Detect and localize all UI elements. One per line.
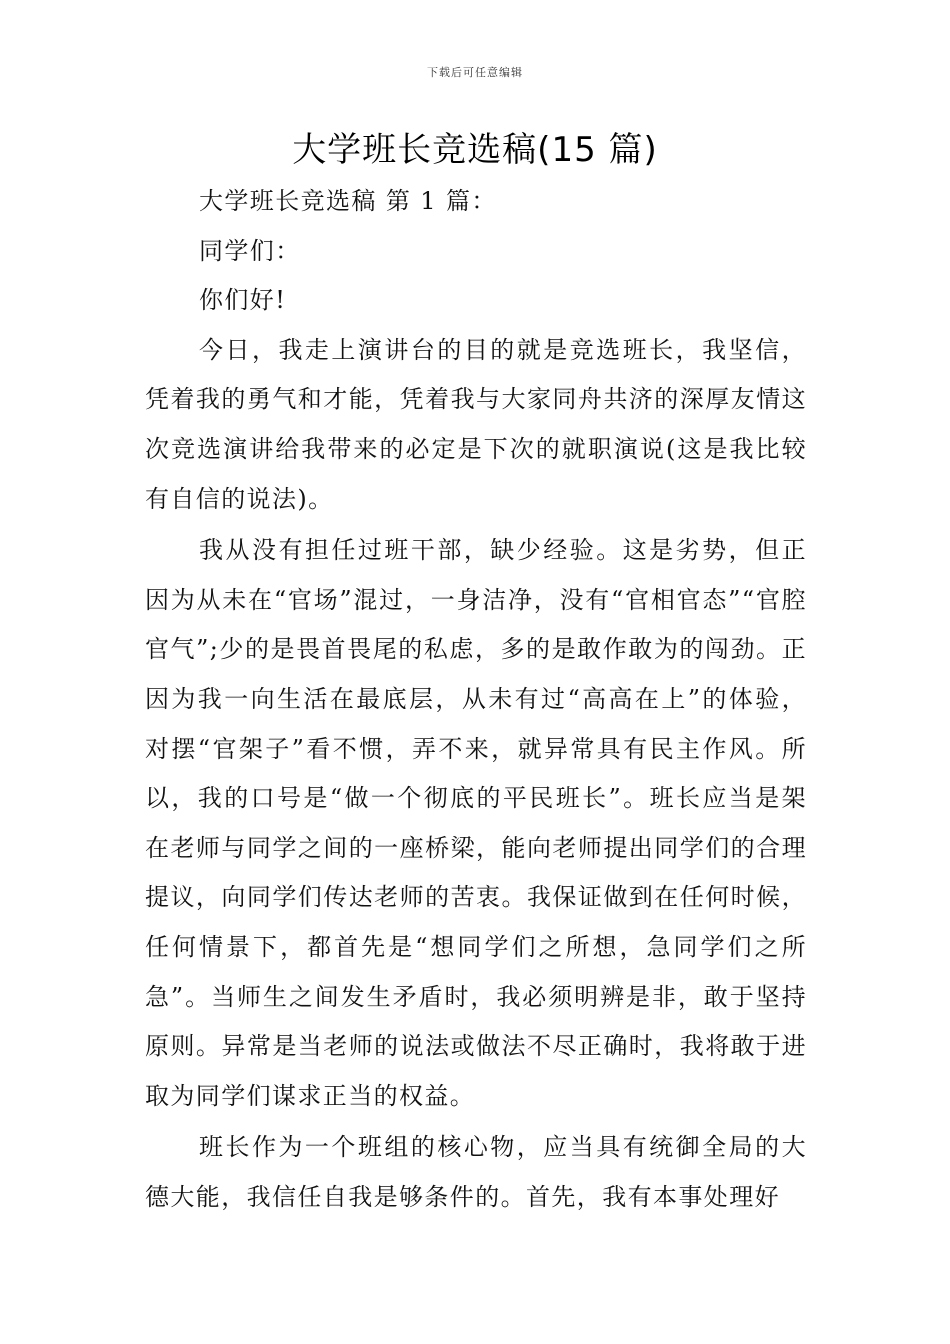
paragraph-3: 班长作为一个班组的核心物，应当具有统御全局的大德大能，我信任自我是够条件的。首先，我有本事处理好 [145, 1133, 807, 1211]
salutation: 同学们： [199, 236, 301, 265]
header-note: 下载后可任意编辑 [427, 66, 523, 79]
page-title: 大学班长竞选稿(15 篇) [292, 130, 658, 170]
paragraph-2: 我从没有担任过班干部，缺少经验。这是劣势，但正因为从未在“官场”混过，一身洁净，没有“官相官态”“官腔官气”;少的是畏首畏尾的私虑，多的是敢作敢为的闯劲。正因为我一向生活在最底层，从未有过“高高在上”的体验，对摆“官架子”看不惯，弄不来，就异常具有民主作风。所以，我的口号是“做一个彻底的平民班长”。班长应当是架在老师与同学之间的一座桥梁，能向老师提出同学们的合理提议，向同学们传达老师的苦衷。我保证做到在任何时候，任何情景下，都首先是“想同学们之所想，急同学们之所急”。当师生之间发生矛盾时，我必须明辨是非，敢于坚持原则。异常是当老师的说法或做法不尽正确时，我将敢于进取为同学们谋求正当的权益。 [145, 536, 807, 1110]
greeting: 你们好! [199, 286, 287, 315]
section-heading: 大学班长竞选稿 第 1 篇： [199, 187, 497, 215]
paragraph-1: 今日，我走上演讲台的目的就是竞选班长，我坚信，凭着我的勇气和才能，凭着我与大家同舟共济的深厚友情这次竞选演讲给我带来的必定是下次的就职演说(这是我比较有自信的说法)。 [145, 335, 807, 513]
document-body [145, 177, 807, 1222]
